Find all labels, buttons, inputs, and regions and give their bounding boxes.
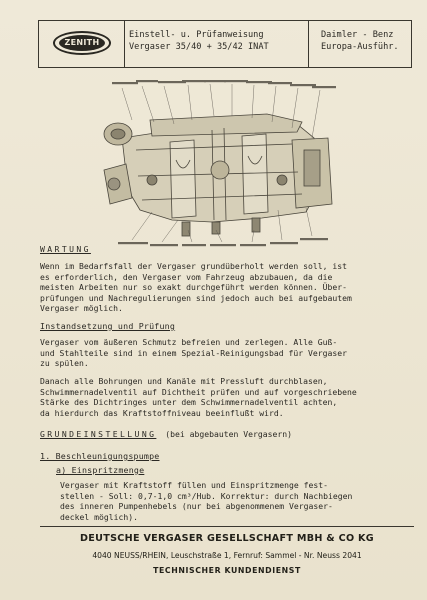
footer-address: 4040 NEUSS/RHEIN, Leuschstraße 1, Fernruf: Sammel - Nr. Neuss 2041 xyxy=(92,551,362,560)
heading-note: (bei abgebauten Vergasern) xyxy=(165,429,292,439)
text-line: Stärke des Dichtringes unter dem Schwimmernadelventil achten, xyxy=(40,397,338,408)
logo-text: ZENITH xyxy=(64,38,100,47)
logo-cell xyxy=(39,21,125,67)
carburetor-model: Vergaser 35/40 + 35/42 INAT xyxy=(129,42,269,52)
text-line: Danach alle Bohrungen und Kanäle mit Pressluft durchblasen, xyxy=(40,376,328,386)
vehicle-version: Europa-Ausführ. xyxy=(321,42,399,52)
section-heading-instandsetzung: Instandsetzung und Prüfung xyxy=(40,321,176,331)
item-beschleunigungspumpe: 1. Beschleunigungspumpe xyxy=(40,451,160,461)
text-line: es erforderlich, den Vergaser vom Fahrzeug abzubauen, da die xyxy=(40,271,333,282)
text-line: Schwimmernadelventil auf Dichtheit prüfen und auf vorgeschriebene xyxy=(40,386,357,397)
footer-company: DEUTSCHE VERGASER GESELLSCHAFT MBH & CO KG xyxy=(80,533,374,544)
footer-department: TECHNISCHER KUNDENDIENST xyxy=(153,566,301,575)
instandsetzung-paragraph-2 xyxy=(40,376,410,418)
text-line: Vergaser möglich. xyxy=(40,303,123,314)
text-line: prüfungen und Nachregulierungen sind jedoch auch bei aufgebautem xyxy=(40,292,352,303)
text-line: des inneren Pumpenhebels (nur bei abgenommenem Vergaser- xyxy=(60,501,333,512)
text-line: Vergaser vom äußeren Schmutz befreien und zerlegen. Alle Guß- xyxy=(40,337,338,347)
text-line: deckel möglich). xyxy=(60,511,138,522)
text-line: und Stahlteile sind in einem Spezial-Reinigungsbad für Vergaser xyxy=(40,347,347,358)
section-heading-grundeinstellung: GRUNDEINSTELLUNG (bei abgebauten Vergasern) xyxy=(40,429,292,439)
zenith-logo xyxy=(53,31,111,55)
text-line: Wenn im Bedarfsfall der Vergaser grundüberholt werden soll, ist xyxy=(40,261,347,271)
einspritzmenge-paragraph xyxy=(60,480,427,522)
wartung-paragraph xyxy=(40,261,410,314)
vehicle-maker: Daimler - Benz xyxy=(321,30,394,40)
carburetor-cross-section-diagram xyxy=(92,80,342,248)
text-line: meisten Arbeiten nur so exakt durchgeführt werden können. Über- xyxy=(40,282,347,293)
text-line: zu spülen. xyxy=(40,358,89,369)
text-line: Vergaser mit Kraftstoff füllen und Einspritzmenge fest- xyxy=(60,480,329,490)
section-heading-wartung: WARTUNG xyxy=(40,244,91,254)
text-line: da hierdurch das Kraftstoffniveau beeinflußt wird. xyxy=(40,407,284,418)
title-cell xyxy=(125,21,309,67)
footer-divider xyxy=(40,526,414,527)
document-title: Einstell- u. Prüfanweisung xyxy=(129,30,264,40)
subitem-einspritzmenge: a) Einspritzmenge xyxy=(56,465,145,475)
instandsetzung-paragraph-1 xyxy=(40,337,410,369)
text-line: stellen - Soll: 0,7-1,0 cm³/Hub. Korrektur: durch Nachbiegen xyxy=(60,490,353,501)
maker-cell xyxy=(309,21,411,67)
document-header xyxy=(38,20,412,68)
